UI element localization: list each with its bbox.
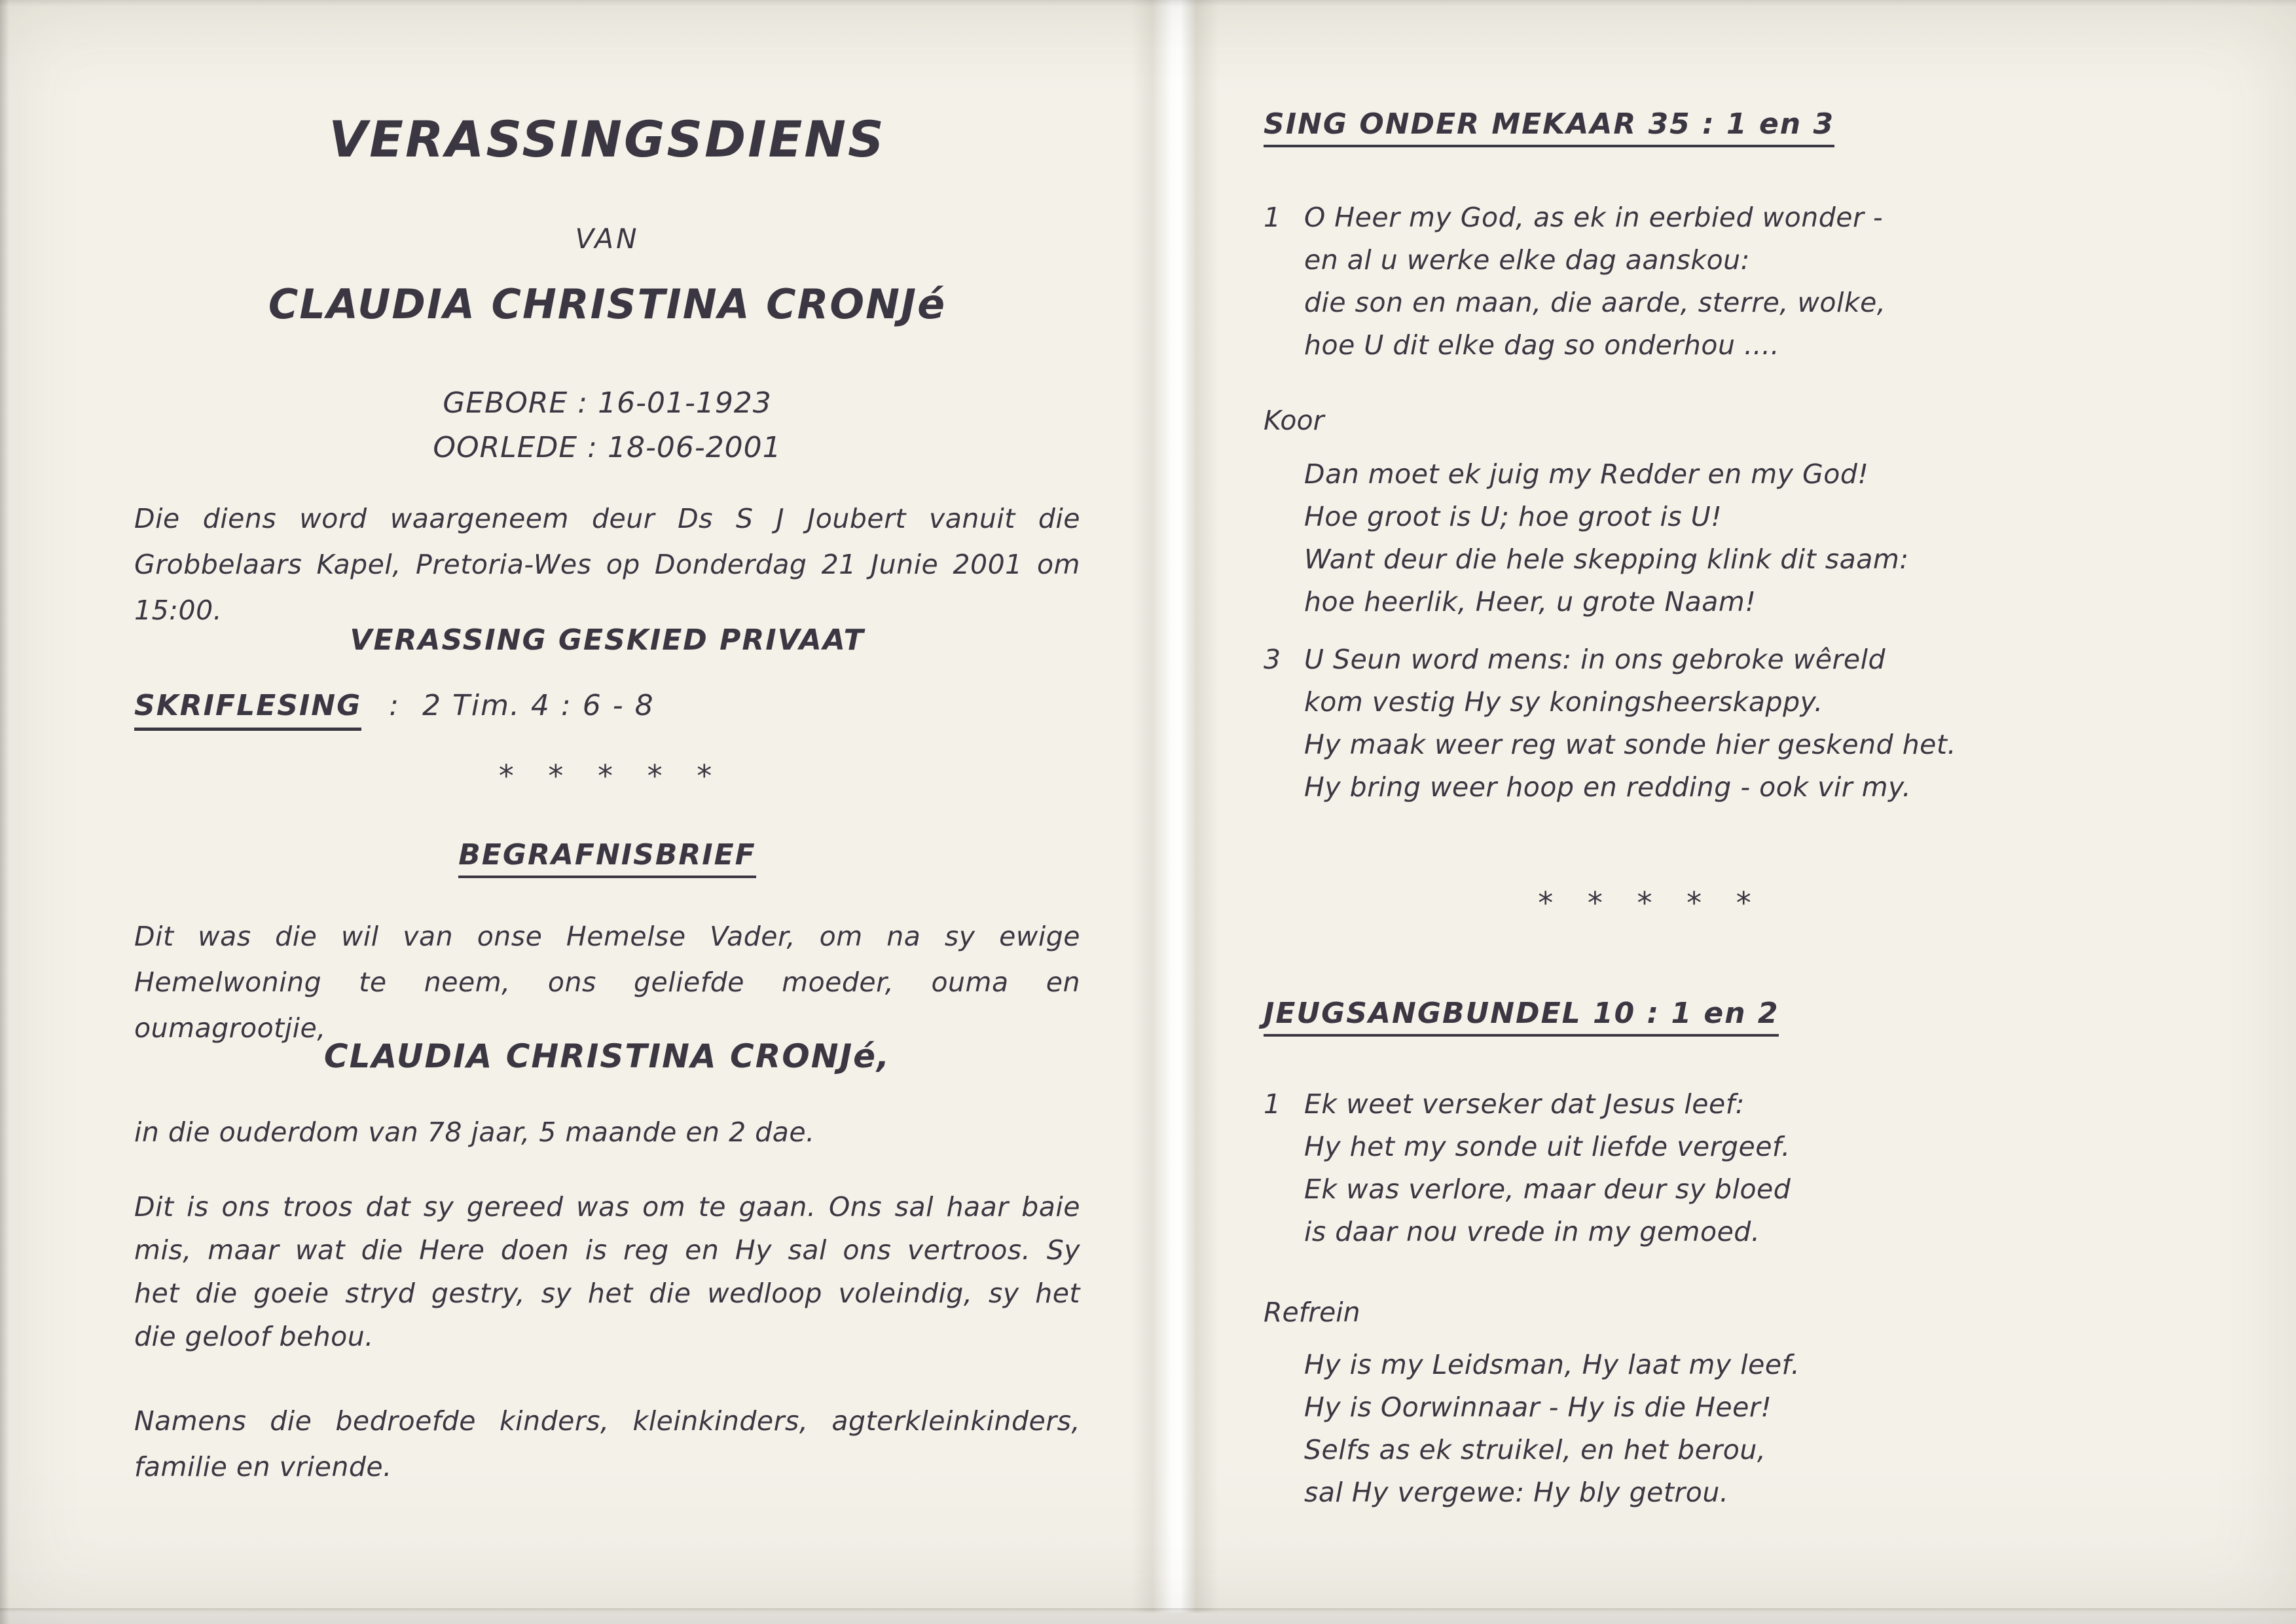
text-line: en al u werke elke dag aanskou: xyxy=(1304,244,1750,276)
scripture-reading-line xyxy=(134,689,1080,731)
text-line: Die diens word waargeneem deur Ds S J Joubert vanuit die xyxy=(134,503,1080,534)
text-line: mis, maar wat die Here doen is reg en Hy sal ons vertroos. Sy xyxy=(134,1234,1080,1266)
star-divider: * * * * * xyxy=(498,758,716,794)
text-line: Ek was verlore, maar deur sy bloed xyxy=(1304,1173,1791,1205)
cremation-private-notice: VERASSING GESKIED PRIVAAT xyxy=(350,623,865,657)
scripture-separator: : xyxy=(389,689,401,722)
text-line: O Heer my God, as ek in eerbied wonder - xyxy=(1304,202,1884,233)
text-line: het die goeie stryd gestry, sy het die wedloop voleindig, sy het xyxy=(134,1278,1080,1309)
comfort-paragraph xyxy=(134,1185,1080,1358)
died-line: OORLEDE : 18-06-2001 xyxy=(433,431,782,464)
hymn2-verse1 xyxy=(1264,1083,2082,1253)
hymn1-verse1 xyxy=(1264,196,2082,367)
hymn1-verse3 xyxy=(1264,638,2082,809)
text-line: sal Hy vergewe: Hy bly getrou. xyxy=(1304,1477,1729,1508)
scan-top-edge xyxy=(0,0,2296,7)
star-divider: * * * * * xyxy=(1538,885,1755,921)
text-line: Grobbelaars Kapel, Pretoria-Wes op Donderdag 21 Junie 2001 om xyxy=(134,549,1080,580)
text-line: Hy is my Leidsman, Hy laat my leef. xyxy=(1304,1349,1800,1380)
verse-line xyxy=(1264,638,2082,681)
text-line: oumagrootjie, xyxy=(134,1012,326,1044)
scan-left-edge xyxy=(0,0,9,1624)
letter-name-line: CLAUDIA CHRISTINA CRONJé, xyxy=(323,1037,891,1075)
text-line: hoe U dit elke dag so onderhou .... xyxy=(1304,329,1780,361)
text-line: Ek weet verseker dat Jesus leef: xyxy=(1304,1088,1745,1120)
text-line: Hy maak weer reg wat sonde hier geskend het. xyxy=(1304,729,1957,760)
page-title: VERASSINGSDIENS xyxy=(329,110,886,168)
text-line: Dit is ons troos dat sy gereed was om te gaan. Ons sal haar baie xyxy=(134,1191,1080,1223)
text-line: Namens die bedroefde kinders, kleinkinders, agterkleinkinders, xyxy=(134,1405,1080,1437)
van-label: VAN xyxy=(575,223,640,255)
text-line: Hemelwoning te neem, ons geliefde moeder, ouma en xyxy=(134,967,1080,998)
text-line: Hy bring weer hoop en redding - ook vir my. xyxy=(1304,771,1912,803)
refrain-lines xyxy=(1264,1344,2082,1514)
text-line: Want deur die hele skepping klink dit saam: xyxy=(1304,544,1909,575)
verse-line xyxy=(1264,196,2082,239)
text-line: kom vestig Hy sy koningsheerskappy. xyxy=(1304,686,1823,718)
text-line: Dan moet ek juig my Redder en my God! xyxy=(1304,458,1869,490)
family-paragraph xyxy=(134,1398,1080,1490)
text-line: Hy het my sonde uit liefde vergeef. xyxy=(1304,1131,1791,1162)
service-details-paragraph xyxy=(134,496,1080,633)
deceased-name: CLAUDIA CHRISTINA CRONJé xyxy=(268,280,947,328)
text-line: is daar nou vrede in my gemoed. xyxy=(1304,1216,1760,1247)
verse-number: 1 xyxy=(1264,1088,1281,1120)
text-line: die geloof behou. xyxy=(134,1321,374,1352)
refrain-label: Refrein xyxy=(1264,1297,1360,1328)
hymn2-heading-wrap xyxy=(1264,997,2082,1037)
text-line: hoe heerlik, Heer, u grote Naam! xyxy=(1304,586,1757,618)
hymn1-heading-wrap xyxy=(1264,107,2082,147)
text-line: die son en maan, die aarde, sterre, wolke, xyxy=(1304,287,1886,318)
age-line: in die ouderdom van 78 jaar, 5 maande en 2 dae. xyxy=(134,1116,815,1148)
center-fold-crease xyxy=(1131,0,1219,1624)
scripture-reference: 2 Tim. 4 : 6 - 8 xyxy=(422,689,655,722)
hymn1-heading: SING ONDER MEKAAR 35 : 1 en 3 xyxy=(1264,107,1834,147)
verse-line xyxy=(1264,1083,2082,1126)
letter-heading: BEGRAFNISBRIEF xyxy=(458,838,756,878)
text-line: U Seun word mens: in ons gebroke wêreld xyxy=(1304,644,1886,675)
verse-number: 1 xyxy=(1264,202,1281,233)
chorus-label: Koor xyxy=(1264,405,1324,436)
hymn2-heading: JEUGSANGBUNDEL 10 : 1 en 2 xyxy=(1264,997,1779,1037)
text-line: Selfs as ek struikel, en het berou, xyxy=(1304,1434,1766,1466)
letter-heading-wrap xyxy=(134,838,1080,878)
letter-paragraph xyxy=(134,913,1080,1051)
born-line: GEBORE : 16-01-1923 xyxy=(443,386,772,420)
scan-bottom-edge xyxy=(0,1608,2296,1624)
verse-number: 3 xyxy=(1264,644,1281,675)
text-line: 15:00. xyxy=(134,595,223,626)
scripture-label: SKRIFLESING xyxy=(134,689,361,731)
text-line: familie en vriende. xyxy=(134,1451,392,1483)
chorus-lines xyxy=(1264,453,2082,623)
text-line: Hoe groot is U; hoe groot is U! xyxy=(1304,501,1722,532)
text-line: Dit was die wil van onse Hemelse Vader, om na sy ewige xyxy=(134,921,1080,952)
text-line: Hy is Oorwinnaar - Hy is die Heer! xyxy=(1304,1392,1772,1423)
